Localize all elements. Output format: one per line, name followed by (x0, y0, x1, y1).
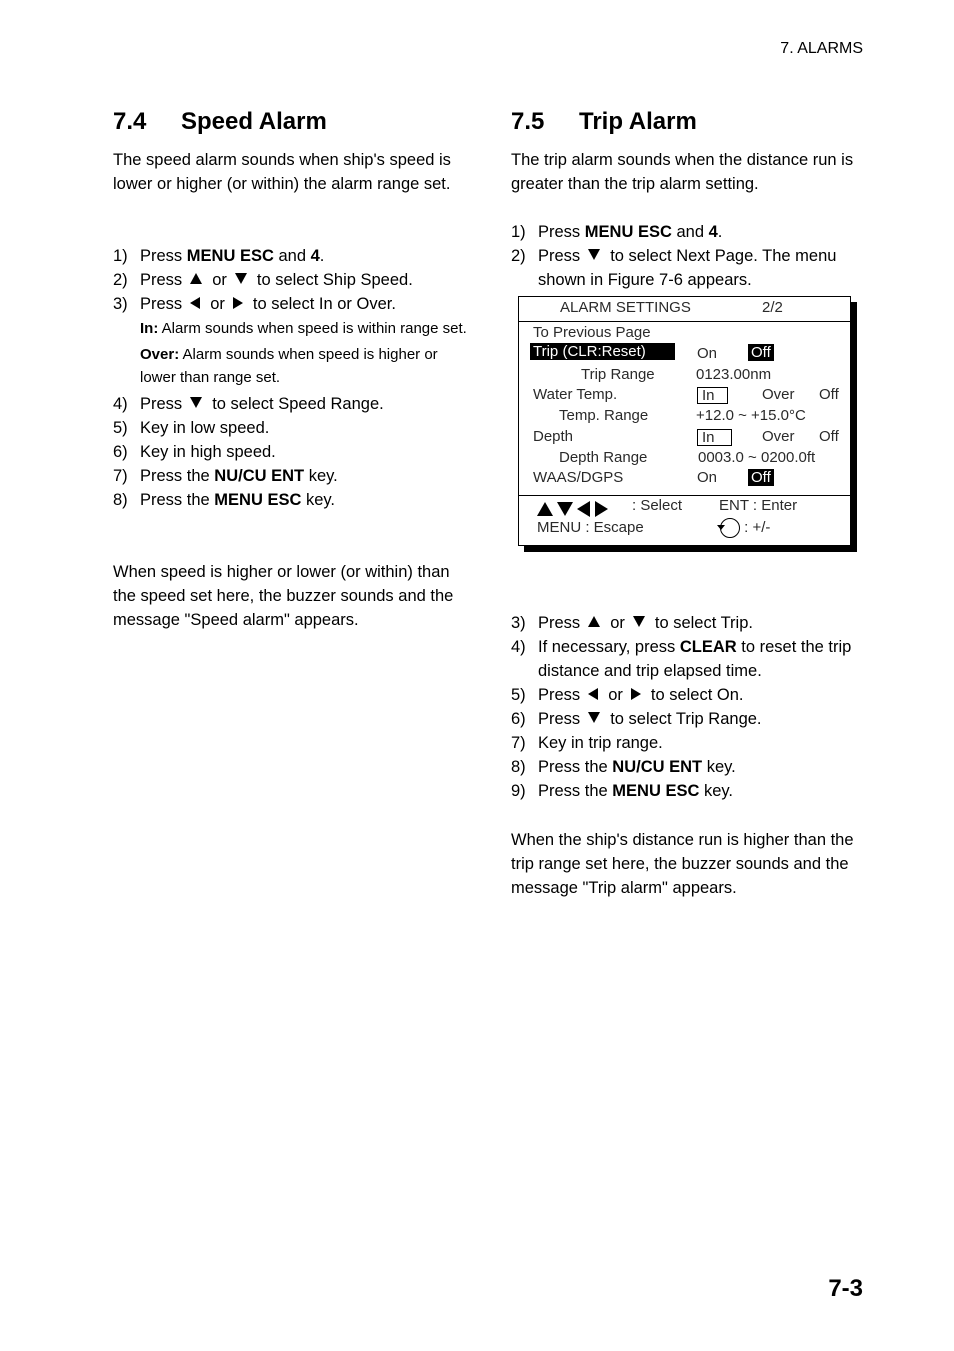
trip-alarm-heading (511, 108, 697, 136)
alarm-settings-figure (518, 296, 851, 546)
waas-off: Off (748, 469, 774, 486)
speed-step-4: 4) Press to select Speed Range. (113, 394, 384, 413)
trip-section-title: Trip Alarm (579, 108, 697, 135)
right-arrow-icon (233, 297, 243, 309)
speed-intro: The speed alarm sounds when ship's speed is lower or higher (or within) the alarm range set. (113, 151, 451, 193)
knob-hint: : +/- (720, 518, 770, 538)
trip-step-6: 6) Press to select Trip Range. (511, 710, 762, 728)
up-arrow-icon (537, 502, 553, 516)
temp-range-label: Temp. Range (559, 407, 649, 424)
speed-step-3-notes (113, 317, 473, 390)
speed-step-6: 6) Key in high speed. (113, 442, 276, 461)
trip-off: Off (748, 344, 774, 361)
running-header: 7. ALARMS (780, 40, 863, 57)
trip-section-number: 7.5 (511, 108, 545, 135)
depth-off: Off (819, 428, 839, 445)
speed-section-number: 7.4 (113, 108, 147, 135)
trip-steps-b (511, 611, 863, 803)
down-arrow-icon (588, 712, 600, 723)
water-in: In (697, 387, 728, 404)
trip-outro: When the ship's distance run is higher than the trip range set here, the buzzer sounds and the message "Trip alarm" appears. (511, 831, 854, 897)
over-note: Over: Alarm sounds when speed is higher or lower than range set. (140, 345, 438, 386)
trip-step-2: 2) Press to select Next Page. The menu shown in Figure 7-6 appears. (511, 247, 837, 289)
down-arrow-icon (557, 502, 573, 516)
trip-step-8: 8) Press the NU/CU ENT key. (511, 758, 736, 776)
waas-label: WAAS/DGPS (533, 469, 624, 486)
speed-step-8: 8) Press the MENU ESC key. (113, 490, 336, 509)
enter-hint: ENT : Enter (719, 497, 798, 514)
left-arrow-icon (588, 688, 598, 700)
water-temp-label: Water Temp. (533, 386, 618, 403)
trip-step-5: 5) Press or to select On. (511, 686, 744, 704)
trip-label: Trip (CLR:Reset) (530, 343, 675, 360)
depth-label: Depth (533, 428, 574, 445)
select-hint: : Select (632, 497, 683, 514)
figure-page: 2/2 (762, 299, 783, 316)
down-arrow-icon (633, 616, 645, 627)
speed-step-7: 7) Press the NU/CU ENT key. (113, 466, 338, 485)
figure-divider (519, 495, 850, 496)
up-arrow-icon (190, 273, 202, 284)
right-arrow-icon (595, 501, 608, 517)
trip-range-value: 0123.00nm (696, 366, 772, 383)
trip-step-7: 7) Key in trip range. (511, 734, 663, 752)
down-arrow-icon (190, 397, 202, 408)
speed-steps (113, 244, 473, 512)
up-arrow-icon (588, 616, 600, 627)
depth-over: Over (762, 428, 795, 445)
arrow-keys-icons (537, 500, 608, 517)
trip-step-9: 9) Press the MENU ESC key. (511, 782, 734, 800)
speed-alarm-heading (113, 108, 327, 136)
trip-steps-a (511, 220, 863, 292)
trip-range-label: Trip Range (581, 366, 655, 383)
to-previous-page: To Previous Page (533, 324, 651, 341)
escape-hint: MENU : Escape (537, 519, 644, 536)
speed-step-5: 5) Key in low speed. (113, 418, 270, 437)
figure-title: ALARM SETTINGS (560, 299, 691, 316)
waas-on: On (697, 469, 718, 486)
speed-section-title: Speed Alarm (181, 108, 327, 135)
left-arrow-icon (190, 297, 200, 309)
depth-range-label: Depth Range (559, 449, 648, 466)
left-arrow-icon (577, 501, 590, 517)
trip-step-1: 1) Press MENU ESC and 4. (511, 223, 723, 241)
water-over: Over (762, 386, 795, 403)
water-off: Off (819, 386, 839, 403)
trip-step-3: 3) Press or to select Trip. (511, 614, 753, 632)
speed-outro: When speed is higher or lower (or within) than the speed set here, the buzzer sounds and the message "Speed alarm" appears. (113, 563, 454, 629)
right-arrow-icon (631, 688, 641, 700)
page-number: 7-3 (828, 1275, 863, 1302)
depth-range-value: 0003.0 ~ 0200.0ft (698, 449, 816, 466)
speed-step-2: 2) Press or to select Ship Speed. (113, 271, 413, 289)
trip-on: On (697, 345, 718, 362)
depth-in: In (697, 429, 732, 446)
temp-range-value: +12.0 ~ +15.0°C (696, 407, 806, 424)
in-note: In: Alarm sounds when speed is within range set. (140, 320, 467, 337)
down-arrow-icon (235, 273, 247, 284)
down-arrow-icon (588, 249, 600, 260)
trip-intro: The trip alarm sounds when the distance run is greater than the trip alarm setting. (511, 151, 854, 193)
speed-step-3: 3) Press or to select In or Over. (113, 295, 396, 313)
trip-step-4: 4) If necessary, press CLEAR to reset the trip distance and trip elapsed time. (511, 638, 852, 680)
speed-step-1: 1) Press MENU ESC and 4. (113, 247, 325, 265)
knob-icon (720, 518, 740, 538)
